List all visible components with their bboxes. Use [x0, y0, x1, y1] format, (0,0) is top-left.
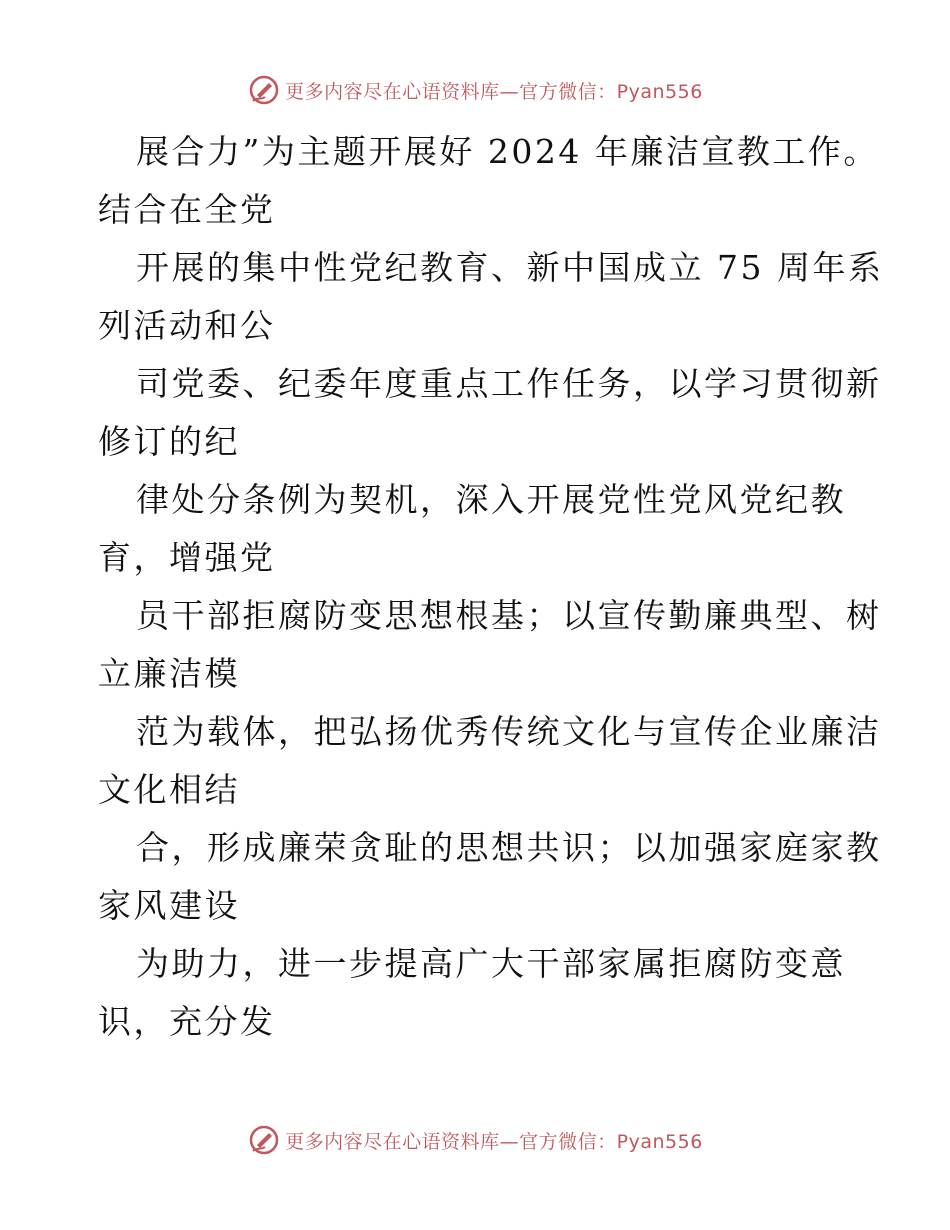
paragraph-line: 育，增强党: [98, 538, 276, 577]
document-logo-icon: [247, 73, 281, 107]
paragraph-line: 列活动和公: [98, 306, 276, 345]
watermark-text: 更多内容尽在心语资料库—官方微信：Pyan556: [285, 80, 703, 103]
paragraph-line: 范为载体，把弘扬优秀传统文化与宣传企业廉洁: [136, 712, 882, 751]
header-watermark: [0, 70, 950, 110]
paragraph: [98, 356, 882, 472]
paragraph-line: 识，充分发: [98, 1002, 276, 1041]
paragraph: [98, 820, 882, 936]
watermark-text: 更多内容尽在心语资料库—官方微信：Pyan556: [285, 1130, 703, 1153]
paragraph-line: 为助力，进一步提高广大干部家属拒腐防变意: [136, 944, 846, 983]
paragraph-line: 开展的集中性党纪教育、新中国成立 75 周年系: [136, 248, 884, 287]
paragraph-line: 文化相结: [98, 770, 240, 809]
paragraph-line: 员干部拒腐防变思想根基；以宣传勤廉典型、树: [136, 596, 882, 635]
paragraph-line: 家风建设: [98, 886, 240, 925]
paragraph-line: 展合力”为主题开展好 2024 年廉洁宣教工作。: [136, 132, 879, 171]
paragraph: [98, 124, 879, 240]
paragraph-line: 司党委、纪委年度重点工作任务，以学习贯彻新: [136, 364, 882, 403]
paragraph: [98, 704, 882, 820]
paragraph: [98, 588, 882, 704]
paragraph-line: 结合在全党: [98, 190, 276, 229]
paragraph-line: 立廉洁模: [98, 654, 240, 693]
paragraph: [98, 240, 884, 356]
paragraph-line: 修订的纪: [98, 422, 240, 461]
paragraph: [98, 936, 858, 1052]
paragraph-line: 律处分条例为契机，深入开展党性党风党纪教: [136, 480, 846, 519]
paragraph-line: 合，形成廉荣贪耻的思想共识；以加强家庭家教: [136, 828, 882, 867]
document-body: [98, 124, 884, 1052]
document-logo-icon: [247, 1123, 281, 1157]
footer-watermark: [0, 1120, 950, 1160]
paragraph: [98, 472, 858, 588]
